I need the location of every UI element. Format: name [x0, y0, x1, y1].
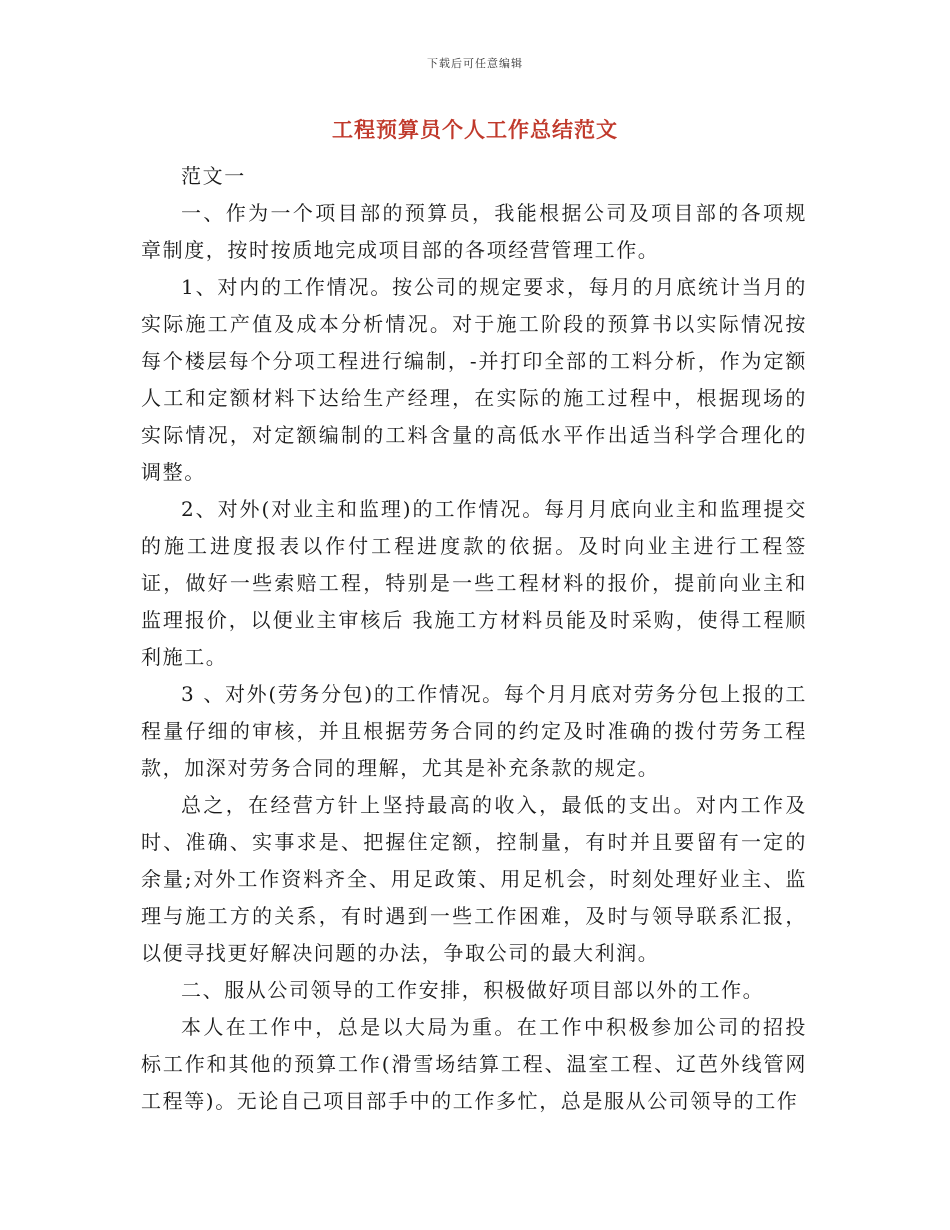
paragraph-external-labor-work: 3 、对外(劳务分包)的工作情况。每个月月底对劳务分包上报的工程量仔细的审核，并且根据劳务合同的约定及时准确的拨付劳务工程款，加深对劳务合同的理解，尤其是补充条款的规定。	[141, 682, 807, 780]
paragraph-overall-work: 本人在工作中，总是以大局为重。在工作中积极参加公司的招投标工作和其他的预算工作(滑雪场结算工程、温室工程、辽芭外线管网工程等)。无论自己项目部手中的工作多忙，总是服从公司领导的工作	[141, 1015, 807, 1113]
document-body	[141, 158, 807, 1120]
paragraph-external-owner-work: 2、对外(对业主和监理)的工作情况。每月月底向业主和监理提交的施工进度报表以作付工程进度款的依据。及时向业主进行工程签证，做好一些索赔工程，特别是一些工程材料的报价，提前向业主和监理报价，以便业主审核后 我施工方材料员能及时采购，使得工程顺利施工。	[141, 497, 807, 669]
paragraph-internal-work: 1、对内的工作情况。按公司的规定要求，每月的月底统计当月的实际施工产值及成本分析情况。对于施工阶段的预算书以实际情况按每个楼层每个分项工程进行编制，-并打印全部的工料分析，作为定额人工和定额材料下达给生产经理，在实际的施工过程中，根据现场的实际情况，对定额编制的工料含量的高低水平作出适当科学合理化的调整。	[141, 275, 807, 484]
document-title: 工程预算员个人工作总结范文	[332, 117, 618, 142]
paragraph-section-two: 二、服从公司领导的工作安排，积极做好项目部以外的工作。	[181, 978, 765, 1002]
paragraph-summary: 总之，在经营方针上坚持最高的收入，最低的支出。对内工作及时、准确、实事求是、把握住定额，控制量，有时并且要留有一定的余量;对外工作资料齐全、用足政策、用足机会，时刻处理好业主、监理与施工方的关系，有时遇到一些工作困难，及时与领导联系汇报，以便寻找更好解决问题的办法，争取公司的最大利润。	[141, 793, 807, 965]
paragraph-heading-sample: 范文一	[181, 164, 246, 188]
paragraph-section-one: 一、作为一个项目部的预算员，我能根据公司及项目部的各项规章制度，按时按质地完成项目部的各项经营管理工作。	[141, 201, 807, 262]
page-header-note: 下载后可任意编辑	[427, 57, 523, 70]
